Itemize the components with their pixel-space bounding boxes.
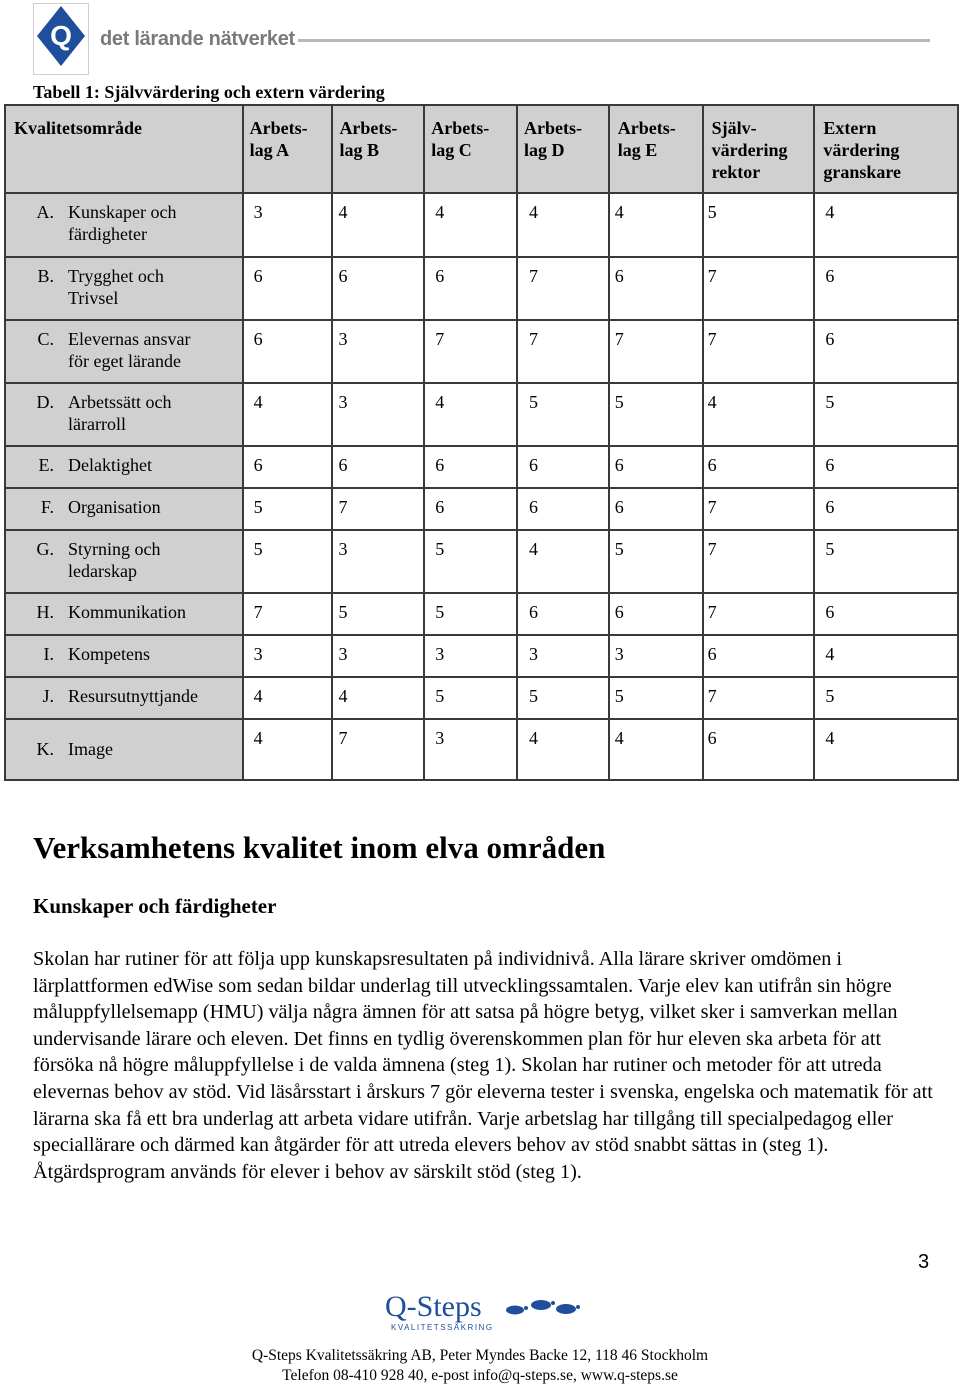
- score-value: 6: [614, 455, 624, 475]
- score-cell: [243, 635, 333, 677]
- score-cell: [243, 446, 333, 488]
- table-caption: Tabell 1: Självvärdering och extern värdering: [33, 82, 385, 102]
- score-cell: [609, 719, 703, 780]
- header-team-c: Arbets- lag C: [424, 105, 517, 193]
- score-cell: [332, 677, 424, 719]
- score-cell: [332, 320, 424, 383]
- table-row: [5, 383, 958, 446]
- table-header-row: [5, 105, 958, 193]
- score-cell: [814, 446, 958, 488]
- score-cell: [609, 193, 703, 257]
- score-cell: [814, 635, 958, 677]
- score-value: 4: [253, 686, 263, 706]
- score-cell: [703, 446, 815, 488]
- area-cell: [5, 193, 243, 257]
- score-value: 6: [435, 497, 445, 517]
- score-cell: [814, 593, 958, 635]
- score-cell: [332, 635, 424, 677]
- score-cell: [332, 257, 424, 320]
- score-value: 4: [435, 202, 445, 222]
- score-value: 6: [825, 602, 835, 622]
- area-cell: [5, 635, 243, 677]
- area-label-continued: Trivsel: [68, 288, 119, 308]
- area-label: Kunskaper och: [68, 202, 177, 222]
- area-label: Resursutnyttjande: [68, 686, 198, 706]
- area-cell: [5, 383, 243, 446]
- score-value: 6: [707, 455, 717, 475]
- score-cell: [609, 530, 703, 593]
- score-cell: [609, 635, 703, 677]
- score-cell: [814, 193, 958, 257]
- score-value: 4: [435, 392, 445, 412]
- score-value: 4: [253, 392, 263, 412]
- score-value: 6: [338, 266, 348, 286]
- score-value: 6: [707, 644, 717, 664]
- score-cell: [243, 257, 333, 320]
- area-letter: D.: [36, 392, 54, 412]
- footer-logo: [383, 1288, 583, 1334]
- score-cell: [814, 719, 958, 780]
- score-value: 5: [707, 202, 717, 222]
- score-value: 5: [435, 686, 445, 706]
- score-cell: [243, 193, 333, 257]
- score-cell: [424, 677, 517, 719]
- header-team-b: Arbets- lag B: [332, 105, 424, 193]
- score-cell: [517, 446, 609, 488]
- header-team-e: Arbets- lag E: [609, 105, 703, 193]
- area-label: Kompetens: [68, 644, 150, 664]
- score-cell: [703, 530, 815, 593]
- footprint-icon: [506, 1300, 580, 1315]
- score-value: 3: [338, 392, 348, 412]
- footer-contact: Telefon 08-410 928 40, e-post info@q-steps.se, www.q-steps.se: [282, 1367, 678, 1384]
- score-value: 6: [614, 266, 624, 286]
- footer-logo-text: Q-Steps: [385, 1290, 482, 1323]
- score-value: 7: [529, 266, 538, 286]
- score-cell: [703, 193, 815, 257]
- area-label-continued: lärarroll: [68, 414, 126, 434]
- score-cell: [517, 320, 609, 383]
- score-value: 4: [707, 392, 717, 412]
- score-value: 6: [435, 266, 445, 286]
- area-cell: [5, 257, 243, 320]
- body-paragraph: Skolan har rutiner för att följa upp kunskapsresultaten på individnivå. Alla lärare skriver omdömen i lärplattformen edWise som sedan bildar underlag till utvecklingssamtalen. Varje elev kan utifrån sin högre måluppfyllelsemapp (HMU) välja några ämnen för att satsa på högre betyg, vilket sker i samverkan mellan undervisande lärare och eleven. Det finns en tydlig överenskommen plan för hur eleven ska arbeta för att försöka nå högre måluppfyllelse i de valda ämnena (steg 1). Skolan har rutiner och metoder för att utreda elevernas behov av stöd. Vid läsårsstart i årskurs 7 gör eleverna tester i svenska, engelska och matematik för att lärarna ska få ett bra underlag att arbeta vidare utifrån. Varje arbetslag har tillgång till specialpedagog eller speciallärare och därmed kan åtgärder för att utreda elevers behov av stöd snabbt sättas in (steg 1). Åtgärdsprogram används för elever i behov av särskilt stöd (steg 1).: [33, 948, 933, 1183]
- score-cell: [243, 593, 333, 635]
- area-letter: C.: [37, 329, 54, 349]
- score-value: 7: [707, 602, 717, 622]
- score-cell: [424, 488, 517, 530]
- score-value: 3: [253, 644, 263, 664]
- table-row: [5, 593, 958, 635]
- area-cell: [5, 677, 243, 719]
- score-value: 7: [707, 539, 717, 559]
- logo-letter: Q: [50, 20, 72, 51]
- score-value: 3: [529, 644, 538, 664]
- area-letter: I.: [43, 644, 54, 664]
- footprints-logo: [383, 1288, 583, 1334]
- area-cell: [5, 719, 243, 780]
- score-value: 3: [338, 644, 348, 664]
- table-row: [5, 257, 958, 320]
- table-row: [5, 719, 958, 780]
- evaluation-table: [4, 104, 959, 781]
- score-cell: [424, 635, 517, 677]
- score-value: 5: [614, 539, 624, 559]
- area-cell: [5, 488, 243, 530]
- score-cell: [243, 383, 333, 446]
- footer-address: Q-Steps Kvalitetssäkring AB, Peter Myndes Backe 12, 118 46 Stockholm: [251, 1347, 709, 1364]
- area-label-continued: ledarskap: [68, 561, 137, 581]
- score-cell: [424, 593, 517, 635]
- section-heading: Verksamhetens kvalitet inom elva områden: [33, 830, 606, 865]
- score-value: 6: [435, 455, 445, 475]
- table-row: [5, 677, 958, 719]
- area-cell: [5, 530, 243, 593]
- score-value: 7: [338, 497, 348, 517]
- score-cell: [243, 677, 333, 719]
- score-cell: [609, 446, 703, 488]
- score-cell: [243, 719, 333, 780]
- score-cell: [703, 488, 815, 530]
- score-value: 6: [253, 266, 263, 286]
- score-value: 4: [614, 728, 624, 748]
- score-cell: [517, 488, 609, 530]
- header-area: Kvalitetsområde: [5, 105, 243, 193]
- score-cell: [424, 320, 517, 383]
- score-cell: [609, 320, 703, 383]
- score-cell: [609, 677, 703, 719]
- score-value: 4: [825, 202, 835, 222]
- score-value: 3: [338, 539, 348, 559]
- score-value: 6: [253, 455, 263, 475]
- table-row: [5, 446, 958, 488]
- score-cell: [814, 677, 958, 719]
- table-row: [5, 635, 958, 677]
- score-value: 4: [825, 728, 835, 748]
- header-team-d: Arbets- lag D: [517, 105, 609, 193]
- score-value: 5: [338, 602, 348, 622]
- area-label: Styrning och: [68, 539, 161, 559]
- area-label-continued: färdigheter: [68, 224, 147, 244]
- score-cell: [703, 257, 815, 320]
- score-value: 4: [253, 728, 263, 748]
- score-value: 6: [825, 497, 835, 517]
- score-cell: [517, 719, 609, 780]
- area-letter: J.: [42, 686, 54, 706]
- score-value: 6: [529, 455, 538, 475]
- score-value: 3: [435, 644, 445, 664]
- table-row: [5, 488, 958, 530]
- score-value: 3: [338, 329, 348, 349]
- score-value: 5: [529, 686, 538, 706]
- score-value: 6: [825, 329, 835, 349]
- score-value: 5: [529, 392, 538, 412]
- score-cell: [332, 488, 424, 530]
- score-value: 6: [253, 329, 263, 349]
- score-cell: [424, 446, 517, 488]
- score-cell: [517, 593, 609, 635]
- header-external-evaluation: Extern värdering granskare: [814, 105, 958, 193]
- score-cell: [517, 257, 609, 320]
- score-cell: [332, 530, 424, 593]
- score-value: 5: [435, 602, 445, 622]
- score-cell: [814, 320, 958, 383]
- area-label: Elevernas ansvar: [68, 329, 191, 349]
- score-value: 5: [825, 539, 835, 559]
- header-divider: [298, 39, 930, 42]
- score-value: 6: [825, 266, 835, 286]
- score-value: 4: [529, 202, 538, 222]
- table-row: [5, 530, 958, 593]
- footer-logo-subtext: KVALITETSSÄKRING: [391, 1323, 494, 1332]
- area-letter: G.: [36, 539, 54, 559]
- area-label-continued: för eget lärande: [68, 351, 181, 371]
- score-value: 6: [825, 455, 835, 475]
- score-cell: [424, 257, 517, 320]
- score-cell: [609, 383, 703, 446]
- score-cell: [517, 677, 609, 719]
- area-label: Delaktighet: [68, 455, 152, 475]
- score-value: 3: [614, 644, 624, 664]
- score-value: 7: [707, 497, 717, 517]
- score-value: 7: [707, 686, 717, 706]
- score-cell: [814, 488, 958, 530]
- sub-heading: Kunskaper och färdigheter: [33, 894, 277, 918]
- score-cell: [243, 320, 333, 383]
- area-label: Arbetssätt och: [68, 392, 172, 412]
- area-label: Image: [68, 739, 113, 759]
- score-value: 7: [707, 329, 717, 349]
- score-value: 4: [825, 644, 835, 664]
- score-value: 3: [435, 728, 445, 748]
- score-cell: [814, 530, 958, 593]
- logo-mark: [33, 3, 89, 75]
- area-letter: B.: [37, 266, 54, 286]
- page-number: 3: [918, 1251, 930, 1273]
- area-label: Kommunikation: [68, 602, 186, 622]
- area-letter: A.: [36, 202, 54, 222]
- area-letter: F.: [40, 497, 54, 517]
- score-value: 5: [614, 686, 624, 706]
- score-value: 6: [338, 455, 348, 475]
- score-value: 6: [529, 602, 538, 622]
- company-logo: [33, 3, 89, 75]
- header-self-evaluation: Själv- värdering rektor: [703, 105, 815, 193]
- score-cell: [424, 383, 517, 446]
- score-cell: [703, 383, 815, 446]
- score-value: 5: [253, 497, 263, 517]
- score-cell: [517, 635, 609, 677]
- score-cell: [814, 257, 958, 320]
- score-cell: [517, 383, 609, 446]
- score-cell: [609, 488, 703, 530]
- score-value: 4: [338, 202, 348, 222]
- score-value: 6: [614, 497, 624, 517]
- area-cell: [5, 446, 243, 488]
- area-cell: [5, 320, 243, 383]
- score-value: 5: [825, 686, 835, 706]
- score-cell: [517, 193, 609, 257]
- score-cell: [703, 593, 815, 635]
- area-letter: E.: [38, 455, 54, 475]
- score-value: 7: [707, 266, 717, 286]
- score-cell: [609, 593, 703, 635]
- score-value: 4: [529, 539, 538, 559]
- score-cell: [332, 193, 424, 257]
- score-value: 6: [707, 728, 717, 748]
- score-value: 4: [338, 686, 348, 706]
- score-value: 7: [435, 329, 445, 349]
- score-value: 5: [825, 392, 835, 412]
- score-value: 7: [338, 728, 348, 748]
- score-value: 6: [614, 602, 624, 622]
- score-cell: [332, 719, 424, 780]
- area-letter: H.: [36, 602, 54, 622]
- score-cell: [332, 383, 424, 446]
- score-cell: [517, 530, 609, 593]
- table-row: [5, 193, 958, 257]
- header-team-a: Arbets- lag A: [243, 105, 333, 193]
- score-cell: [703, 719, 815, 780]
- table-row: [5, 320, 958, 383]
- score-value: 4: [614, 202, 624, 222]
- score-cell: [243, 488, 333, 530]
- score-value: 6: [529, 497, 538, 517]
- score-cell: [703, 320, 815, 383]
- score-cell: [424, 193, 517, 257]
- score-value: 7: [529, 329, 538, 349]
- score-value: 4: [529, 728, 538, 748]
- score-value: 5: [253, 539, 263, 559]
- score-cell: [609, 257, 703, 320]
- score-cell: [703, 677, 815, 719]
- score-cell: [424, 530, 517, 593]
- score-value: 7: [253, 602, 263, 622]
- area-label: Organisation: [68, 497, 161, 517]
- area-cell: [5, 593, 243, 635]
- area-label: Trygghet och: [68, 266, 164, 286]
- score-cell: [243, 530, 333, 593]
- score-cell: [703, 635, 815, 677]
- area-letter: K.: [36, 739, 54, 759]
- score-cell: [424, 719, 517, 780]
- score-cell: [332, 446, 424, 488]
- score-value: 5: [614, 392, 624, 412]
- score-cell: [332, 593, 424, 635]
- score-value: 3: [253, 202, 263, 222]
- score-value: 5: [435, 539, 445, 559]
- score-value: 7: [614, 329, 624, 349]
- brand-text: det lärande nätverket: [100, 28, 295, 50]
- score-cell: [814, 383, 958, 446]
